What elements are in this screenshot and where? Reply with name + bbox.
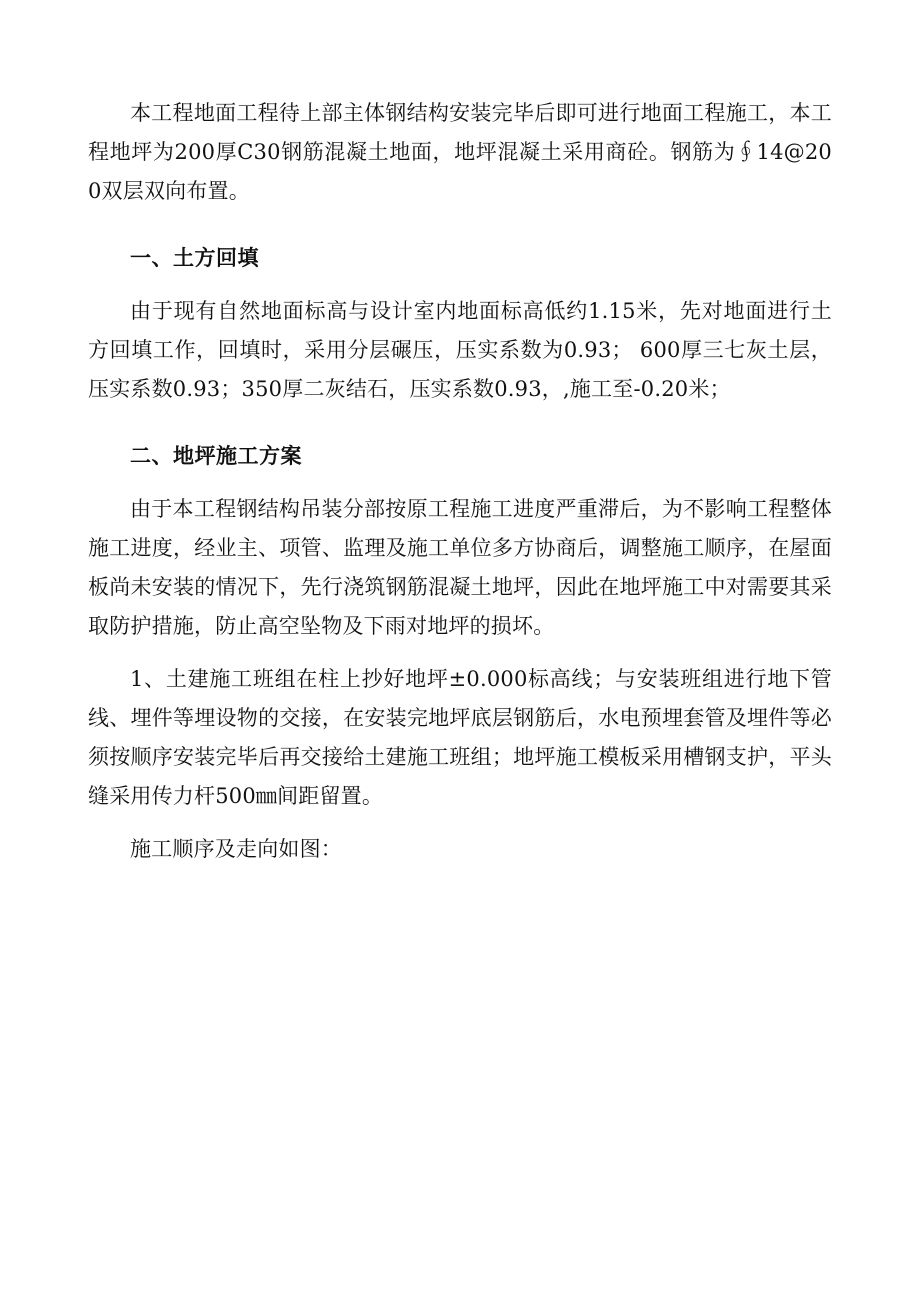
section-1-heading: 一、土方回填 <box>130 246 259 270</box>
closing-paragraph: 施工顺序及走向如图： <box>130 837 342 861</box>
intro-paragraph: 本工程地面工程待上部主体钢结构安装完毕后即可进行地面工程施工，本工程地坪为200厚C30钢筋混凝土地面，地坪混凝土采用商砼。钢筋为∮14@200双层双向布置。 <box>88 101 832 203</box>
document-body <box>88 94 832 869</box>
item-1-paragraph: 1、土建施工班组在柱上抄好地坪±0.000标高线；与安装班组进行地下管线、埋件等埋设物的交接，在安装完地坪底层钢筋后，水电预埋套管及埋件等必须按顺序安装完毕后再交接给土建施工班组；地坪施工模板采用槽钢支护，平头缝采用传力杆500㎜间距留置。 <box>88 667 832 808</box>
section-2-paragraph: 由于本工程钢结构吊装分部按原工程施工进度严重滞后，为不影响工程整体施工进度，经业主、项管、监理及施工单位多方协商后，调整施工顺序，在屋面板尚未安装的情况下，先行浇筑钢筋混凝土地坪，因此在地坪施工中对需要其采取防护措施，防止高空坠物及下雨对地坪的损坏。 <box>88 497 832 638</box>
section-2-heading: 二、地坪施工方案 <box>130 444 302 468</box>
section-1-paragraph: 由于现有自然地面标高与设计室内地面标高低约1.15米，先对地面进行土方回填工作，回填时，采用分层碾压，压实系数为0.93； 600厚三七灰土层，压实系数0.93；350厚二灰结石，压实系数0.93，,施工至-0.20米； <box>88 299 832 401</box>
